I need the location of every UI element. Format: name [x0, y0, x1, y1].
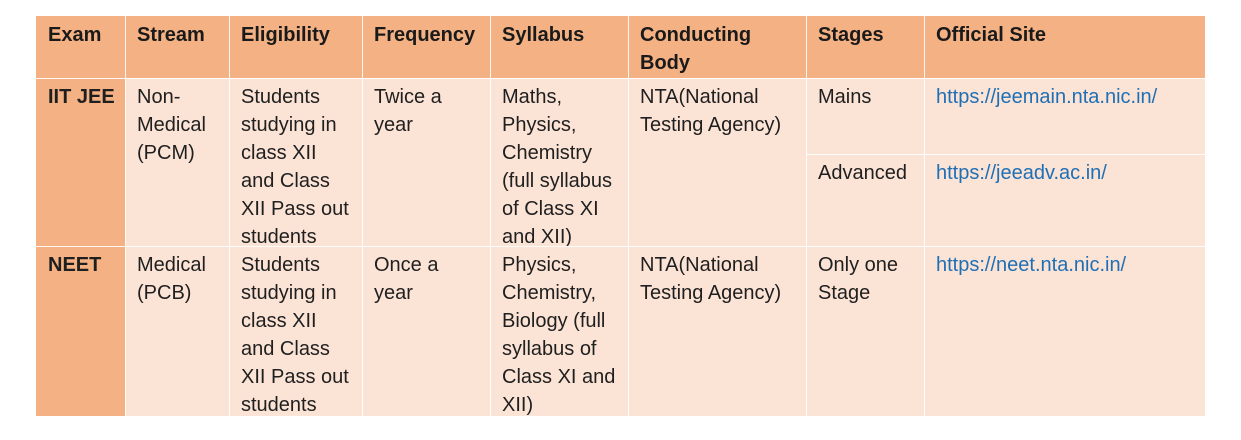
row-exam-neet: NEET	[36, 246, 125, 416]
header-official-site: Official Site	[924, 16, 1205, 78]
row-conducting-body: NTA(National Testing Agency)	[628, 78, 806, 246]
header-syllabus: Syllabus	[490, 16, 628, 78]
header-stages: Stages	[806, 16, 924, 78]
link-jee-main[interactable]: https://jeemain.nta.nic.in/	[924, 78, 1205, 154]
link-jee-advanced[interactable]: https://jeeadv.ac.in/	[924, 154, 1205, 246]
header-eligibility: Eligibility	[229, 16, 362, 78]
grid-line	[36, 246, 1205, 247]
row-stage-advanced: Advanced	[806, 154, 924, 246]
row-conducting-body: NTA(National Testing Agency)	[628, 246, 806, 416]
grid-line	[490, 16, 491, 416]
row-syllabus: Physics, Chemistry, Biology (full syllabus of Class XI and XII)	[490, 246, 628, 416]
grid-line	[125, 16, 126, 416]
row-frequency: Twice a year	[362, 78, 490, 246]
header-exam: Exam	[36, 16, 125, 78]
row-exam-iit-jee: IIT JEE	[36, 78, 125, 246]
row-stream: Medical (PCB)	[125, 246, 229, 416]
grid-line	[806, 16, 807, 416]
grid-line	[806, 154, 1205, 155]
grid-line	[924, 16, 925, 416]
header-frequency: Frequency	[362, 16, 490, 78]
comparison-table	[36, 16, 1205, 416]
row-eligibility: Students studying in class XII and Class XII Pass out students	[229, 78, 362, 246]
row-syllabus: Maths, Physics, Chemistry (full syllabus of Class XI and XII)	[490, 78, 628, 246]
grid-line	[628, 16, 629, 416]
header-stream: Stream	[125, 16, 229, 78]
header-conducting-body: Conducting Body	[628, 16, 806, 78]
row-stage-only-one: Only one Stage	[806, 246, 924, 416]
row-stream: Non-Medical (PCM)	[125, 78, 229, 246]
link-neet[interactable]: https://neet.nta.nic.in/	[924, 246, 1205, 416]
grid-line	[229, 16, 230, 416]
row-eligibility: Students studying in class XII and Class XII Pass out students	[229, 246, 362, 416]
row-stage-mains: Mains	[806, 78, 924, 154]
grid-line	[362, 16, 363, 416]
row-frequency: Once a year	[362, 246, 490, 416]
grid-line	[36, 78, 1205, 79]
